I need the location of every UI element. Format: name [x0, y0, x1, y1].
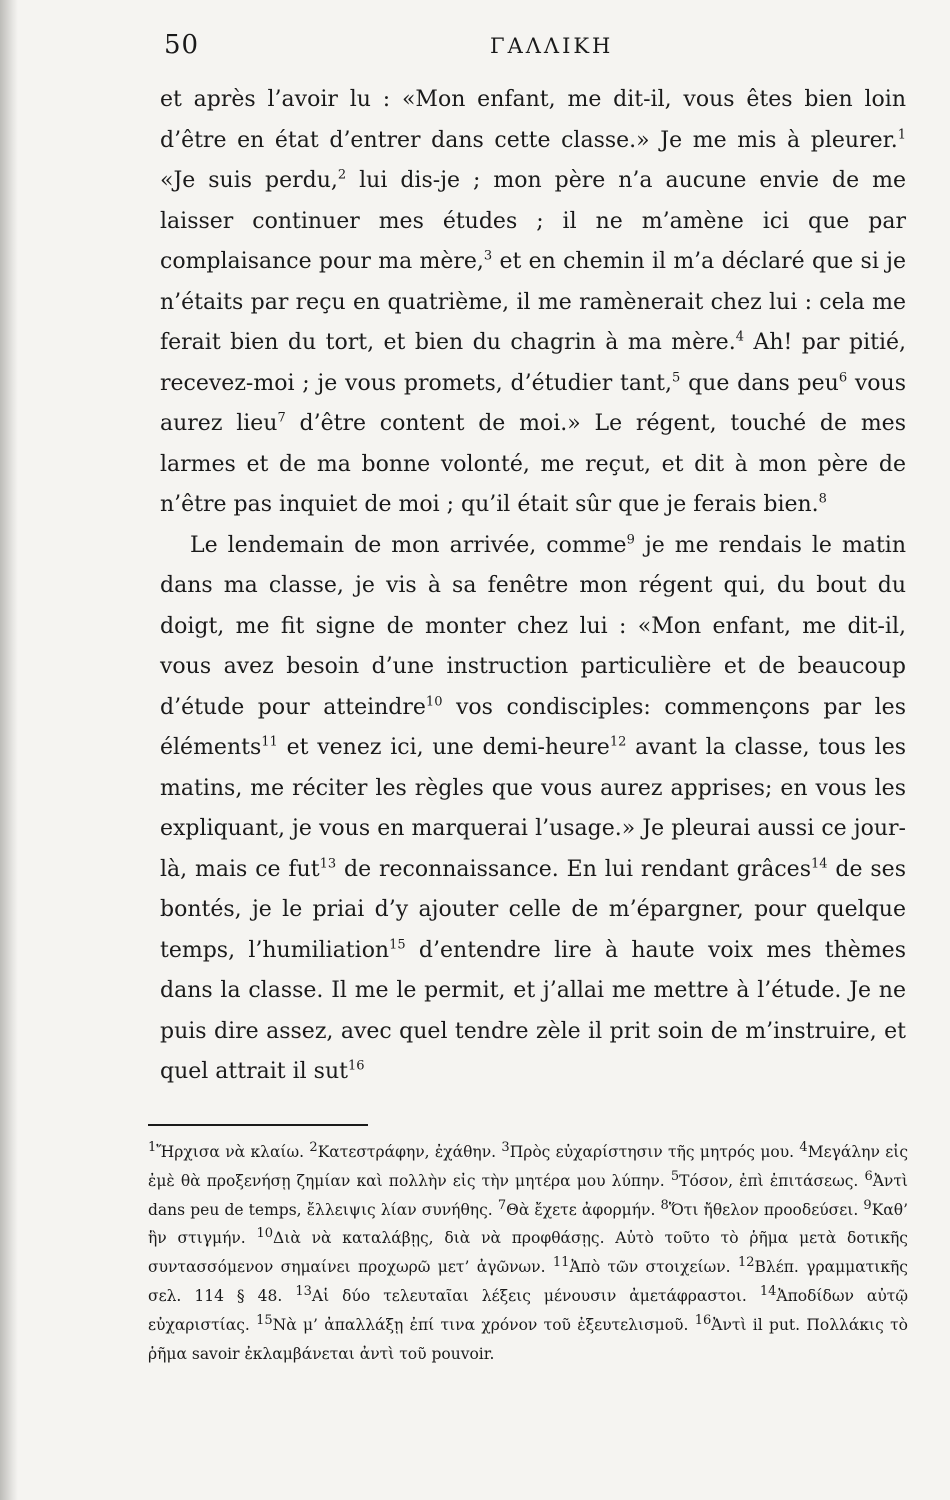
- text-run: avant la classe, tous les matins, me réciter les règles que vous aurez apprises; en vous les expliquant, je vous en marquerai l’usage.» Je pleurai aussi ce jour-là, mais ce fut: [160, 735, 907, 882]
- note-marker: 3: [501, 1139, 510, 1155]
- note-marker: 9: [863, 1197, 872, 1213]
- note-marker: 6: [864, 1168, 873, 1184]
- text-run: Καθ’ ἣν στιγμήν.: [148, 1200, 908, 1248]
- text-run: Τόσον, ἐπὶ ἐπιτάσεως.: [679, 1171, 865, 1190]
- note-marker: 16: [347, 1058, 365, 1074]
- text-run: et en chemin il m’a déclaré que si je n’étaits par reçu en quatrième, il me ramènerait chez lui : cela me ferait bien du tort, et bien du chagrin à ma mère.: [160, 249, 906, 355]
- page-header: [160, 30, 906, 64]
- note-marker: 9: [626, 532, 635, 548]
- paragraph-1: [160, 80, 906, 526]
- text-run: Ἀπὸ τῶν στοιχείων.: [569, 1258, 738, 1277]
- text-run: Νὰ μ’ ἀπαλλάξῃ ἐπί τινα χρόνον τοῦ ἐξευτελισμοῦ.: [272, 1315, 695, 1334]
- note-marker: 11: [552, 1255, 570, 1271]
- text-run: Ἀντὶ dans peu de temps, ἔλλειψις λίαν συνήθης.: [148, 1171, 909, 1219]
- note-marker: 8: [818, 491, 827, 507]
- note-marker: 3: [483, 248, 493, 264]
- text-run: Ὅτι ἤθελον προοδεύσει.: [668, 1200, 864, 1219]
- note-marker: 13: [295, 1283, 312, 1299]
- footnote-rule: [148, 1124, 368, 1126]
- text-run: Πρὸς εὐχαρίστησιν τῆς μητρός μου.: [509, 1143, 800, 1161]
- text-run: vos condisciples: commençons par les éléments: [160, 694, 906, 760]
- note-marker: 8: [660, 1197, 669, 1213]
- text-run: d’être content de moi.» Le régent, touché de mes larmes et de ma bonne volonté, me reçut, et dit à mon père de n’être pas inquiet de moi ; qu’il était sûr que je ferais bien.: [160, 411, 906, 517]
- text-run: vous aurez lieu: [160, 370, 906, 436]
- text-run: et venez ici, une demi-heure: [277, 735, 610, 760]
- text-run: Βλέπ. γραμματικῆς σελ. 114 § 48.: [148, 1258, 908, 1305]
- text-run: je me rendais le matin dans ma classe, je vis à sa fenêtre mon régent qui, du bout du doigt, me fit signe de monter chez lui : «Mon enfant, me dit-il, vous avez besoin d’une instruction particulière et de beaucoup d’étude pour atteindre: [160, 532, 906, 720]
- text-run: lui dis-je ; mon père n’a aucune envie de me laisser continuer mes études ; il ne m’amène ici que par complaisance pour ma mère,: [160, 168, 906, 274]
- note-marker: 15: [389, 937, 406, 953]
- note-marker: 12: [737, 1255, 755, 1271]
- footnotes: [148, 1138, 908, 1368]
- note-marker: 2: [309, 1139, 318, 1155]
- note-marker: 5: [672, 370, 681, 386]
- text-run: «Je suis perdu,: [160, 168, 338, 193]
- text-run: Θὰ ἔχετε ἀφορμήν.: [506, 1200, 661, 1219]
- text-run: Κατεστράφην, ἐχάθην.: [317, 1143, 502, 1161]
- note-marker: 13: [319, 856, 337, 872]
- note-marker: 15: [256, 1312, 273, 1328]
- note-marker: 10: [256, 1226, 274, 1242]
- text-run: de reconnaissance. En lui rendant grâces: [336, 856, 811, 882]
- note-marker: 5: [670, 1168, 680, 1184]
- text-run: de ses bontés, je le priai d’y ajouter celle de m’épargner, pour quelque temps, l’humiliation: [160, 856, 906, 963]
- note-marker: 16: [694, 1312, 712, 1328]
- main-text: [160, 80, 906, 1093]
- note-marker: 7: [277, 410, 286, 426]
- text-run: Ἀντὶ il put. Πολλάκις τὸ ῥῆμα savoir ἐκλαμβάνεται ἀντὶ τοῦ pouvoir.: [148, 1315, 908, 1363]
- text-run: Ἤρχισα νὰ κλαίω.: [156, 1143, 310, 1161]
- note-marker: 14: [811, 856, 828, 872]
- note-marker: 4: [735, 329, 744, 345]
- text-run: Le lendemain de mon arrivée, comme: [190, 532, 627, 558]
- note-marker: 10: [425, 694, 443, 710]
- note-marker: 4: [799, 1139, 808, 1155]
- note-marker: 12: [609, 734, 627, 750]
- text-run: Ah! par pitié, recevez-moi ; je vous promets, d’étudier tant,: [160, 330, 906, 396]
- note-marker: 11: [261, 734, 278, 750]
- text-run: Ἀποδίδων αὐτῷ εὐχαριστίας.: [148, 1286, 908, 1334]
- note-marker: 1: [897, 127, 906, 143]
- note-marker: 2: [337, 167, 347, 183]
- note-marker: 1: [148, 1139, 157, 1155]
- text-run: d’entendre lire à haute voix mes thèmes dans la classe. Il me le permit, et j’allai me mettre à l’étude. Je ne puis dire assez, avec quel tendre zèle il prit soin de m’instruire, et quel attrait il sut: [160, 937, 906, 1084]
- note-marker: 7: [497, 1197, 507, 1213]
- note-marker: 6: [838, 370, 848, 386]
- text-run: Μεγάλην εἰς ἐμὲ θὰ προξενήσῃ ζημίαν καὶ πολλὴν εἰς τὴν μητέρα μου λύπην.: [148, 1143, 908, 1190]
- text-run: que dans peu: [680, 370, 839, 396]
- running-head: ΓΑΛΛΙΚΗ: [490, 34, 614, 58]
- note-marker: 14: [759, 1283, 777, 1299]
- text-run: Διὰ νὰ καταλάβῃς, διὰ νὰ προφθάσῃς. Αὐτὸ τοῦτο τὸ ῥῆμα μετὰ δοτικῆς συντασσόμενον σημαίνει προχωρῶ μετ’ ἀγῶνων.: [148, 1229, 908, 1277]
- text-run: Αἱ δύο τελευταῖαι λέξεις μένουσιν ἀμετάφραστοι.: [311, 1286, 760, 1305]
- text-run: et après l’avoir lu : «Mon enfant, me dit-il, vous êtes bien loin d’être en état d’entrer dans cette classe.» Je me mis à pleurer.: [160, 87, 906, 153]
- paragraph-2: [160, 526, 906, 1093]
- binding-shadow: [0, 0, 18, 1500]
- page-number: 50: [164, 30, 200, 60]
